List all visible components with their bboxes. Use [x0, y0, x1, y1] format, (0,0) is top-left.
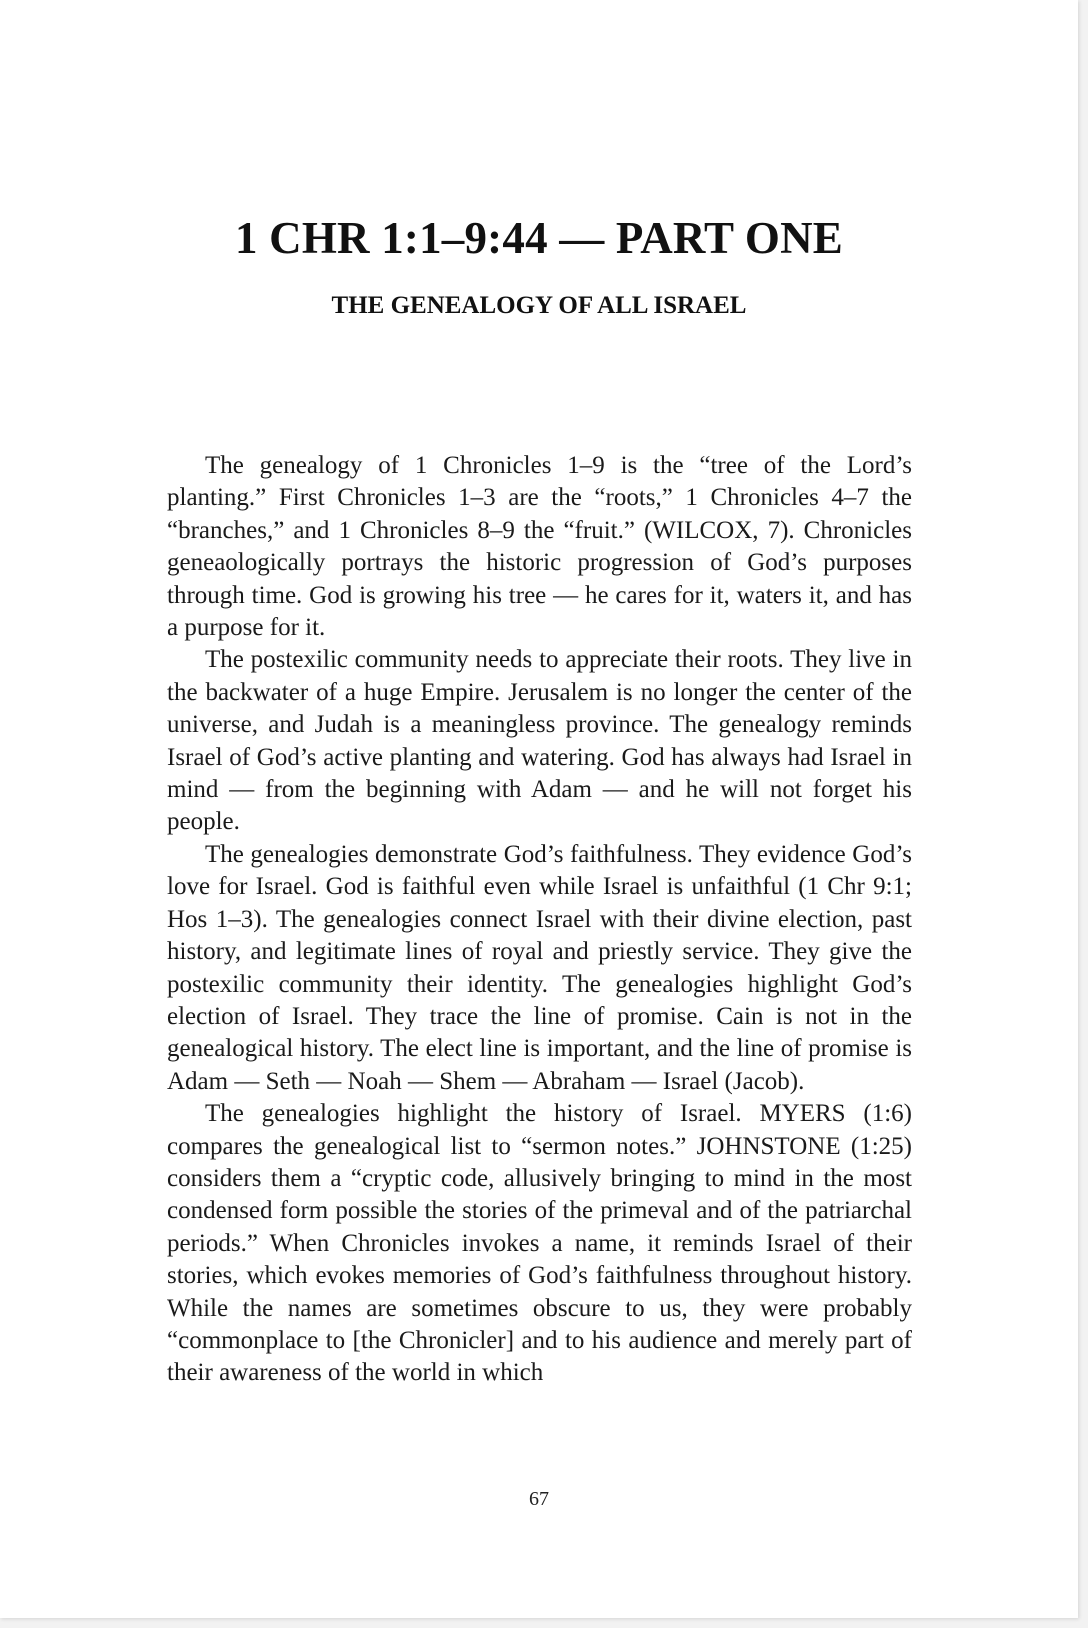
paragraph: The genealogies demonstrate God’s faithfulness. They evidence God’s love for Israel. God is faithful even while Israel is unfaithful (1 Chr 9:1; Hos 1–3). The genealogies connect Israel with their divine election, past history, and legitimate lines of royal and priestly service. They give the postexilic community their identity. The genealogies highlight God’s election of Israel. They trace the line of promise. Cain is not in the genealogical history. The elect line is important, and the line of promise is Adam — Seth — Noah — Shem — Abraham — Israel (Jacob). — [167, 840, 912, 1095]
chapter-subtitle: THE GENEALOGY OF ALL ISRAEL — [331, 292, 747, 319]
chapter-title: 1 CHR 1:1–9:44 — PART ONE — [235, 213, 843, 263]
page-number: 67 — [529, 1488, 549, 1510]
paragraph: The genealogy of 1 Chronicles 1–9 is the “tree of the Lord’s planting.” First Chronicles 1–3 are the “roots,” 1 Chronicles 4–7 the “branches,” and 1 Chronicles 8–9 the “fruit.” (WILCOX, 7). Chronicles geneaologically portrays the historic progression of God’s purposes through time. God is growing his tree — he cares for it, waters it, and has a purpose for it. — [167, 452, 912, 642]
body-text — [167, 450, 912, 1390]
paragraph: The postexilic community needs to appreciate their roots. They live in the backwater of a huge Empire. Jerusalem is no longer the center of the universe, and Judah is a meaningless province. The genealogy reminds Israel of God’s active planting and watering. God has always had Israel in mind — from the beginning with Adam — and he will not forget his people. — [167, 646, 912, 836]
paragraph: The genealogies highlight the history of Israel. MYERS (1:6) compares the genealogical list to “sermon notes.” JOHNSTONE (1:25) considers them a “cryptic code, allusively bringing to mind in the most condensed form possible the stories of the primeval and of the patriarchal periods.” When Chronicles invokes a name, it reminds Israel of their stories, which evokes memories of God’s faithfulness throughout history. While the names are sometimes obscure to us, they were probably “commonplace to [the Chronicler] and to his audience and merely part of their awareness of the world in which — [167, 1100, 912, 1387]
